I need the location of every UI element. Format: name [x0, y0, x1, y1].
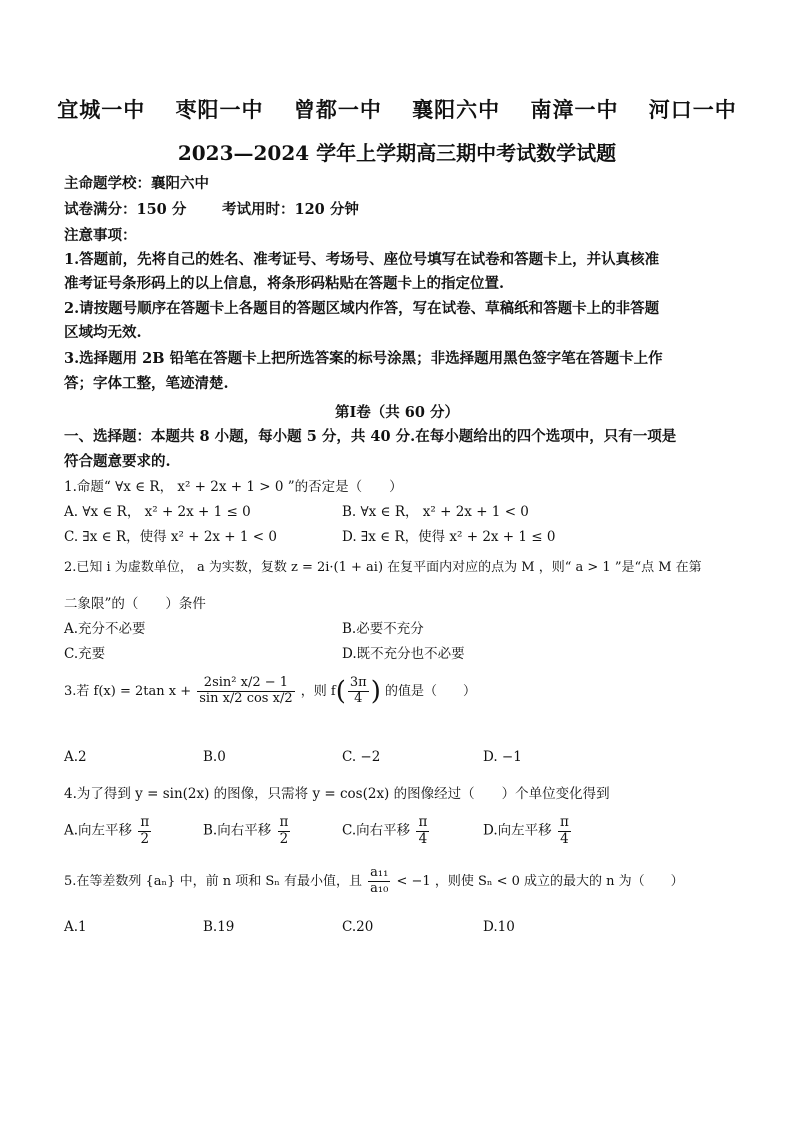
section-instruction: 符合题意要求的. [64, 453, 171, 470]
q3-option-a: A.2 [64, 749, 87, 765]
q3-prefix: 3.若 [64, 683, 90, 699]
school-name: 枣阳一中 [175, 97, 264, 122]
q4-b-label: B.向右平移 [203, 822, 272, 839]
volume-heading: 第Ⅰ卷（共 60 分） [334, 404, 460, 421]
q4-stem: 4.为了得到 y = sin(2x) 的图像，只需将 y = cos(2x) 的图像经过（ ）个单位变化得到 [64, 786, 610, 802]
frac-den: a₁₀ [370, 880, 389, 896]
note-line: 答；字体工整，笔迹清楚. [64, 375, 229, 392]
q5-part2: < −1 ，则使 Sₙ < 0 成立的最大的 n 为（ ） [396, 873, 684, 889]
q2-option-a: A.充分不必要 [64, 621, 146, 637]
q2-option-c: C.充要 [64, 646, 106, 662]
q3-function: f(x) = 2tan x + [93, 683, 192, 699]
left-paren: ( [335, 676, 346, 707]
school-name: 南漳一中 [530, 97, 619, 122]
exam-title: 2023—2024 学年上学期高三期中考试数学试题 [177, 141, 617, 165]
q4-option-a [64, 815, 153, 847]
q3-numerator: 2sin² x/2 − 1 [197, 676, 294, 692]
frac-num: π [140, 814, 150, 830]
q5-option-d: D.10 [483, 919, 515, 935]
q4-a-label: A.向左平移 [64, 822, 133, 839]
q4-option-c [342, 815, 431, 847]
school-name: 河口一中 [648, 97, 737, 122]
q5-fraction [368, 866, 390, 897]
q3-eval-den: 4 [354, 690, 363, 706]
q4-b-fraction [278, 815, 291, 847]
q1-option-c: C. ∃x ∈ R，使得 x² + 2x + 1 < 0 [64, 529, 277, 545]
q4-c-label: C.向右平移 [342, 822, 411, 839]
school-name: 襄阳六中 [412, 97, 501, 122]
frac-num: a₁₁ [370, 865, 389, 880]
frac-num: π [559, 814, 569, 830]
frac-den: 2 [279, 830, 289, 847]
school-name: 曾都一中 [293, 97, 382, 122]
q5-part1: 5.在等差数列 {aₙ} 中，前 n 项和 Sₙ 有最小值，且 [64, 873, 363, 889]
q1-option-d: D. ∃x ∈ R，使得 x² + 2x + 1 ≤ 0 [342, 529, 556, 545]
school-name: 宜城一中 [57, 97, 146, 122]
frac-num: π [279, 814, 289, 830]
right-paren: ) [370, 676, 381, 707]
note-line: 1.答题前，先将自己的姓名、准考证号、考场号、座位号填写在试卷和答题卡上，并认真核准 [64, 251, 660, 268]
q5-stem [64, 866, 684, 897]
section-instruction: 一、选择题：本题共 8 小题，每小题 5 分，共 40 分.在每小题给出的四个选项中，只有一项是 [64, 428, 677, 445]
q5-option-b: B.19 [203, 919, 235, 935]
q1-option-b: B. ∀x ∈ R， x² + 2x + 1 < 0 [342, 504, 529, 520]
time-line: 考试用时：120 分钟 [222, 201, 359, 218]
proposing-school: 主命题学校：襄阳六中 [64, 175, 209, 192]
q4-d-label: D.向左平移 [483, 822, 552, 839]
q4-option-b [203, 815, 292, 847]
q3-option-d: D. −1 [483, 749, 522, 765]
score-line: 试卷满分：150 分 [64, 201, 187, 218]
q2-stem: 2.已知 i 为虚数单位， a 为实数，复数 z = 2i·(1 + ai) 在复平面内对应的点为 M ，则“ a > 1 ”是“点 M 在第 [64, 560, 702, 575]
q2-stem-cont: 二象限”的（ ）条件 [64, 596, 206, 612]
q4-c-fraction [416, 815, 429, 847]
q3-option-b: B.0 [203, 749, 226, 765]
q3-stem [64, 676, 476, 707]
school-list [0, 94, 794, 124]
q4-d-fraction [558, 815, 571, 847]
q2-option-d: D.既不充分也不必要 [342, 646, 465, 662]
q3-eval-argument [348, 676, 369, 707]
q1-option-a: A. ∀x ∈ R， x² + 2x + 1 ≤ 0 [64, 504, 251, 520]
q3-eval-num: 3π [349, 675, 367, 690]
note-line: 3.选择题用 2B 铅笔在答题卡上把所选答案的标号涂黑；非选择题用黑色签字笔在答题卡上作 [64, 350, 663, 367]
q3-mid: ，则 [300, 683, 327, 699]
frac-den: 2 [140, 830, 150, 847]
q3-option-c: C. −2 [342, 749, 381, 765]
frac-den: 4 [560, 830, 569, 847]
q1-stem: 1.命题“ ∀x ∈ R， x² + 2x + 1 > 0 ”的否定是（ ） [64, 479, 403, 495]
q3-suffix: 的值是（ ） [384, 683, 476, 699]
q4-a-fraction [138, 815, 151, 847]
q5-option-a: A.1 [64, 919, 87, 935]
note-line: 准考证号条形码上的以上信息，将条形码粘贴在答题卡上的指定位置. [64, 275, 505, 292]
note-line: 区域均无效. [64, 324, 142, 341]
q3-denominator: sin x/2 cos x/2 [199, 690, 293, 706]
q2-option-b: B.必要不充分 [342, 621, 424, 637]
q5-option-c: C.20 [342, 919, 374, 935]
note-line: 2.请按题号顺序在答题卡上各题目的答题区域内作答，写在试卷、草稿纸和答题卡上的非答题 [64, 300, 660, 317]
frac-den: 4 [418, 830, 428, 847]
q4-option-d [483, 815, 573, 847]
q3-fraction [197, 676, 294, 707]
notes-heading: 注意事项： [64, 227, 137, 244]
frac-num: π [418, 814, 428, 830]
q3-eval-f: f [330, 683, 336, 699]
